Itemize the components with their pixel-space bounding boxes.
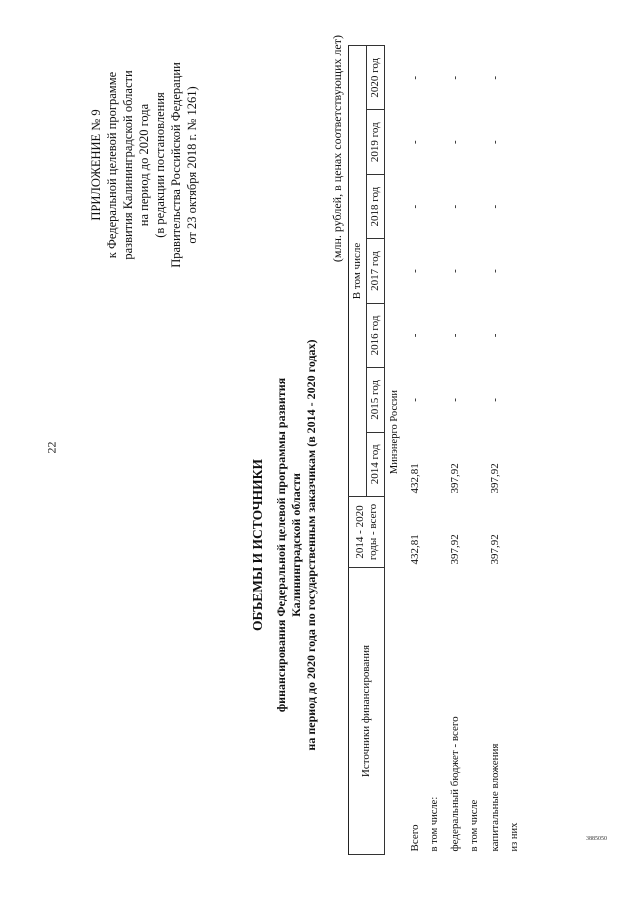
subtitle-line: финансирования Федеральной целевой программы развития Калининградской области xyxy=(274,377,303,713)
row-label: капитальные вложения xyxy=(489,743,501,852)
row-value: 397,92 xyxy=(449,463,461,494)
row-value: - xyxy=(449,269,461,273)
subtitle-line: на период до 2020 года по государственным заказчикам (в 2014 - 2020 годах) xyxy=(304,339,318,751)
state-customer: Минэнерго России xyxy=(389,389,400,475)
table-row xyxy=(445,46,465,855)
appendix-heading xyxy=(88,45,200,285)
row-value: 397,92 xyxy=(489,463,501,494)
row-value: - xyxy=(489,269,501,273)
row-label: Всего xyxy=(409,824,421,852)
appendix-line: на период до 2020 года xyxy=(137,103,151,227)
header-year: 2020 год xyxy=(367,46,385,110)
financing-table xyxy=(348,45,525,855)
row-value: - xyxy=(409,269,421,273)
row-label: в том числе: xyxy=(429,796,440,852)
row-value: - xyxy=(449,140,461,145)
header-year: 2016 год xyxy=(367,303,385,367)
document-title: ОБЪЕМЫ И ИСТОЧНИКИ xyxy=(250,459,265,631)
appendix-line: (в редакции постановления xyxy=(153,92,167,238)
row-value: - xyxy=(449,333,461,338)
table-row xyxy=(485,46,505,855)
row-value: - xyxy=(489,204,501,209)
row-label: из них xyxy=(509,822,520,852)
document-code: 3885050 xyxy=(586,836,607,842)
row-value: - xyxy=(489,398,501,402)
header-year: 2017 год xyxy=(367,239,385,303)
row-total: 432,81 xyxy=(409,534,421,565)
row-total: 397,92 xyxy=(489,534,501,565)
appendix-line: от 23 октября 2018 г. № 1261) xyxy=(185,86,199,244)
header-year: 2014 год xyxy=(367,432,385,496)
row-value: - xyxy=(409,75,421,80)
row-value: - xyxy=(449,75,461,80)
units-note: (млн. рублей, в ценах соответствующих лет) xyxy=(330,35,344,263)
appendix-line: Правительства Российской Федерации xyxy=(169,62,183,268)
row-value: 432,81 xyxy=(409,463,421,494)
header-year: 2015 год xyxy=(367,368,385,432)
row-total: 397,92 xyxy=(449,534,461,565)
row-value: - xyxy=(409,140,421,145)
header-year: 2019 год xyxy=(367,110,385,174)
document-subtitle xyxy=(274,335,319,755)
header-in-that-number: В том числе xyxy=(349,46,367,497)
table-row xyxy=(405,46,425,855)
row-value: - xyxy=(409,398,421,402)
header-total: 2014 - 2020 годы - всего xyxy=(349,497,385,568)
header-year: 2018 год xyxy=(367,174,385,238)
table-row xyxy=(425,46,445,855)
row-value: - xyxy=(489,140,501,145)
row-label: в том числе xyxy=(469,799,480,852)
appendix-line: ПРИЛОЖЕНИЕ № 9 xyxy=(89,109,103,221)
appendix-line: к Федеральной целевой программе xyxy=(105,71,119,259)
row-value: - xyxy=(409,204,421,209)
row-value: - xyxy=(489,333,501,338)
header-sources: Источники финансирования xyxy=(349,568,385,855)
appendix-line: развития Калининградской области xyxy=(121,70,135,260)
page-number: 22 xyxy=(44,441,59,454)
row-value: - xyxy=(489,75,501,80)
row-label: федеральный бюджет - всего xyxy=(449,716,461,852)
row-value: - xyxy=(409,333,421,338)
row-value: - xyxy=(449,204,461,209)
table-row xyxy=(465,46,485,855)
row-value: - xyxy=(449,398,461,402)
table-row xyxy=(505,46,525,855)
